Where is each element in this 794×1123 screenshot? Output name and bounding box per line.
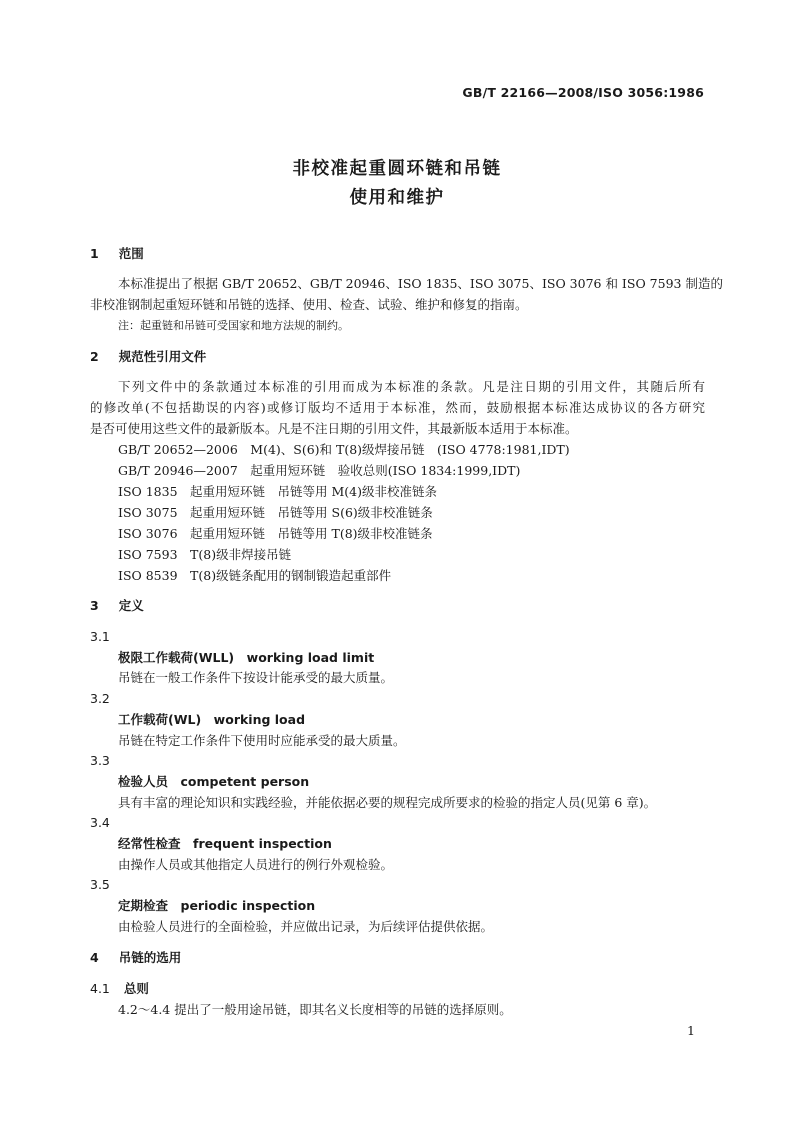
paragraph: 4.2～4.4 提出了一般用途吊链，即其名义长度相等的吊链的选择原则。 <box>118 1002 512 1017</box>
section-title: 范围 <box>118 246 144 261</box>
reference-item: ISO 3076 起重用短环链 吊链等用 T(8)级非校准链条 <box>118 526 433 541</box>
definition-term: 极限工作载荷(WLL) working load limit <box>118 650 375 665</box>
reference-item: GB/T 20946—2007 起重用短环链 验收总则(ISO 1834:1999,IDT) <box>118 463 521 478</box>
definition-number: 3.3 <box>90 753 110 768</box>
reference-item: GB/T 20652—2006 M(4)、S(6)和 T(8)级焊接吊链 (ISO 4778:1981,IDT) <box>118 442 570 457</box>
definition-number: 3.5 <box>90 877 110 892</box>
reference-item: ISO 3075 起重用短环链 吊链等用 S(6)级非校准链条 <box>118 505 433 520</box>
definition-text: 具有丰富的理论知识和实践经验，并能依据必要的规程完成所要求的检验的指定人员(见第 6 章)。 <box>118 795 657 810</box>
section-number: 2 <box>90 349 99 364</box>
section-number: 4 <box>90 950 99 965</box>
definition-number: 3.1 <box>90 629 110 644</box>
subsection-4-1-heading <box>90 979 149 999</box>
definition-term: 定期检查 periodic inspection <box>118 898 316 913</box>
note: 注：起重链和吊链可受国家和地方法规的制约。 <box>118 319 349 332</box>
paragraph: 非校准钢制起重短环链和吊链的选择、使用、检查、试验、维护和修复的指南。 <box>90 297 528 312</box>
reference-item: ISO 1835 起重用短环链 吊链等用 M(4)级非校准链条 <box>118 484 438 499</box>
section-title: 规范性引用文件 <box>118 349 207 364</box>
definition-text: 吊链在特定工作条件下使用时应能承受的最大质量。 <box>118 733 406 748</box>
subsection-title: 总则 <box>123 981 149 996</box>
standard-number: GB/T 22166—2008/ISO 3056:1986 <box>462 85 704 100</box>
definition-term: 经常性检查 frequent inspection <box>118 836 332 851</box>
reference-item: ISO 8539 T(8)级链条配用的钢制锻造起重部件 <box>118 568 392 583</box>
definition-text: 由检验人员进行的全面检验，并应做出记录，为后续评估提供依据。 <box>118 919 494 934</box>
section-title: 定义 <box>118 598 144 613</box>
definition-number: 3.4 <box>90 815 110 830</box>
section-2-heading <box>90 347 206 367</box>
paragraph: 的修改单(不包括勘误的内容)或修订版均不适用于本标准，然而，鼓励根据本标准达成协议的各方研究 <box>90 400 705 415</box>
document-title-line1: 非校准起重圆环链和吊链 <box>292 159 502 179</box>
section-4-heading <box>90 948 181 968</box>
reference-item: ISO 7593 T(8)级非焊接吊链 <box>118 547 292 562</box>
section-title: 吊链的选用 <box>118 950 182 965</box>
paragraph: 本标准提出了根据 GB/T 20652、GB/T 20946、ISO 1835、ISO 3075、ISO 3076 和 ISO 7593 制造的 <box>118 276 723 291</box>
paragraph: 是否可使用这些文件的最新版本。凡是不注日期的引用文件，其最新版本适用于本标准。 <box>90 421 578 436</box>
section-number: 1 <box>90 246 99 261</box>
page-number: 1 <box>687 1023 695 1038</box>
paragraph: 下列文件中的条款通过本标准的引用而成为本标准的条款。凡是注日期的引用文件，其随后所有 <box>118 379 705 394</box>
section-1-heading <box>90 244 144 264</box>
section-3-heading <box>90 596 144 616</box>
definition-text: 由操作人员或其他指定人员进行的例行外观检验。 <box>118 857 394 872</box>
definition-text: 吊链在一般工作条件下按设计能承受的最大质量。 <box>118 670 394 685</box>
definition-term: 工作载荷(WL) working load <box>118 712 306 727</box>
section-number: 3 <box>90 598 99 613</box>
subsection-number: 4.1 <box>90 981 110 996</box>
definition-term: 检验人员 competent person <box>118 774 310 789</box>
definition-number: 3.2 <box>90 691 110 706</box>
document-title-line2: 使用和维护 <box>349 188 445 208</box>
